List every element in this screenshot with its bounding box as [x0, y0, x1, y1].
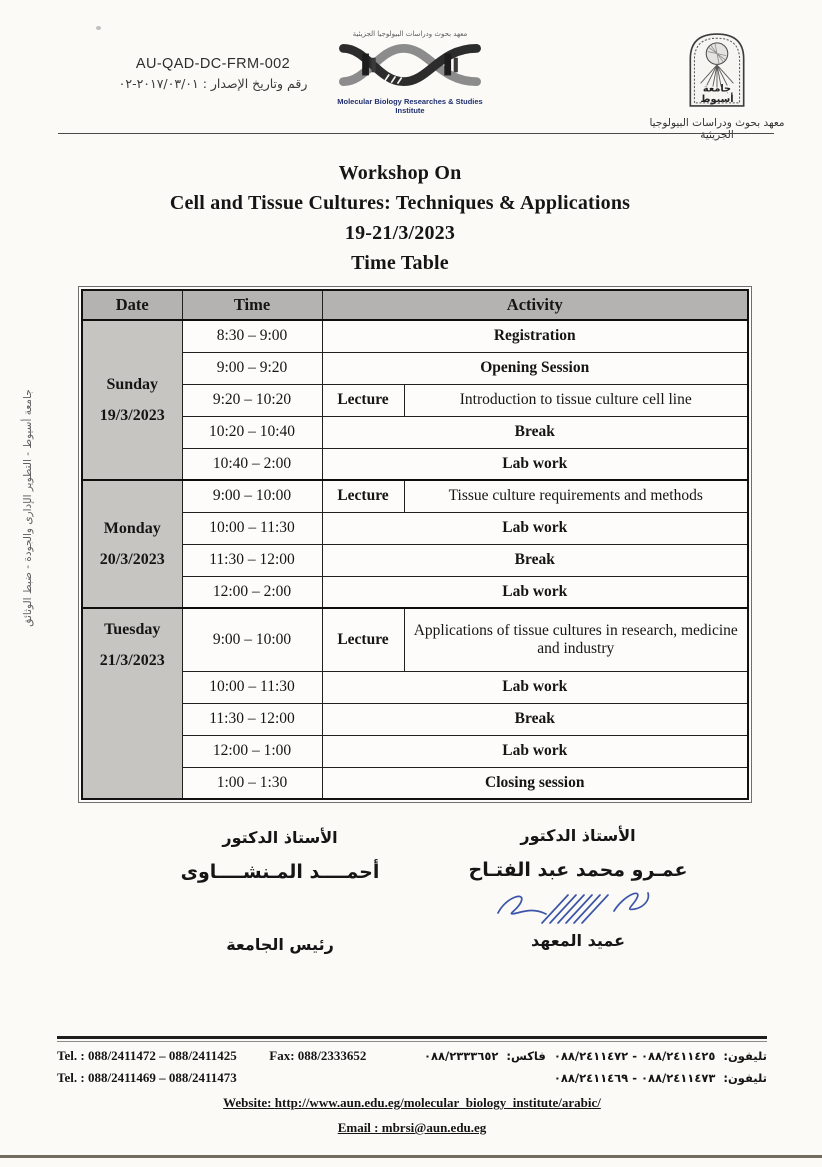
timetable-row [82, 320, 748, 352]
time-cell: 9:20 – 10:20 [182, 384, 322, 416]
fax-label: Fax: [269, 1048, 295, 1063]
signature-scribble-icon [488, 883, 668, 931]
website-label: Website: [223, 1095, 272, 1110]
email-label: Email : [337, 1120, 379, 1135]
activity-cell: Lab work [322, 512, 748, 544]
date-cell: Tuesday 21/3/2023 [82, 608, 182, 799]
activity-cell: Break [322, 416, 748, 448]
dean-title: الأستاذ الدكتور [520, 826, 636, 845]
dean-name: عمـرو محمد عبد الفتـاح [468, 859, 688, 881]
president-title: الأستاذ الدكتور [222, 828, 338, 847]
title-time-table: Time Table [351, 252, 449, 274]
footer-website-line [57, 1095, 767, 1111]
timetable-row [82, 767, 748, 799]
institute-name-english: Molecular Biology Researches & Studies Institute [337, 97, 483, 115]
time-cell: 1:00 – 1:30 [182, 767, 322, 799]
tel-numbers-2: 088/2411469 – 088/2411473 [87, 1070, 237, 1085]
president-role: رئيس الجامعة [226, 935, 334, 954]
time-cell: 12:00 – 2:00 [182, 576, 322, 608]
timetable-row [82, 384, 748, 416]
form-code-block [78, 56, 348, 91]
footer-email-line [57, 1120, 767, 1136]
fax-number: 088/2333652 [297, 1048, 367, 1063]
time-cell: 11:30 – 12:00 [182, 703, 322, 735]
timetable-row [82, 671, 748, 703]
time-cell: 8:30 – 9:00 [182, 320, 322, 352]
tel-fax-english-1 [57, 1048, 366, 1064]
lecture-type-cell: Lecture [322, 384, 404, 416]
activity-cell: Opening Session [322, 352, 748, 384]
tel-numbers-1: 088/2411472 – 088/2411425 [87, 1048, 237, 1063]
timetable-wrapper [78, 286, 752, 803]
activity-cell: Lab work [322, 671, 748, 703]
assiut-university-emblem-icon [686, 30, 748, 108]
timetable-row [82, 480, 748, 512]
president-name: أحمــــد المـنشــــاوى [180, 861, 380, 883]
tel-arabic-2 [550, 1071, 767, 1085]
lecture-type-cell: Lecture [322, 608, 404, 671]
timetable-row [82, 544, 748, 576]
signature-block-president [140, 828, 420, 954]
activity-description-cell: Applications of tissue cultures in research, medicine and industry [404, 608, 748, 671]
emblem-caption: معهد بحوث ودراسات البيولوجيا الجزيئية [649, 117, 785, 141]
col-header-date: Date [82, 290, 182, 320]
tel-label-ar-2: تليفون: [723, 1071, 767, 1085]
time-cell: 10:00 – 11:30 [182, 671, 322, 703]
timetable-header-row [82, 290, 748, 320]
col-header-time: Time [182, 290, 322, 320]
timetable-row [82, 576, 748, 608]
timetable [81, 289, 749, 800]
timetable-row [82, 448, 748, 480]
date-cell: Monday 20/3/2023 [82, 480, 182, 608]
timetable-row [82, 512, 748, 544]
date-cell: Sunday 19/3/2023 [82, 320, 182, 480]
signature-block-dean [438, 826, 718, 950]
activity-cell: Break [322, 703, 748, 735]
title-dates: 19-21/3/2023 [344, 222, 456, 244]
scan-speck [96, 26, 101, 30]
lecture-type-cell: Lecture [322, 480, 404, 512]
time-cell: 10:00 – 11:30 [182, 512, 322, 544]
time-cell: 10:40 – 2:00 [182, 448, 322, 480]
scan-bottom-edge [0, 1155, 822, 1158]
activity-cell: Closing session [322, 767, 748, 799]
dna-helix-logo-icon [335, 39, 485, 91]
tel-numbers-ar-1: ٠٨٨/٢٤١١٤٢٥ - ٠٨٨/٢٤١١٤٧٢ [553, 1049, 716, 1063]
tel-label-1: Tel. : [57, 1048, 85, 1063]
timetable-row [82, 416, 748, 448]
emblem-text-line2: أسيوط [700, 93, 734, 105]
activity-description-cell: Introduction to tissue culture cell line [404, 384, 748, 416]
activity-cell: Lab work [322, 576, 748, 608]
timetable-row [82, 735, 748, 767]
emblem-text-line1: جامعة [702, 83, 732, 95]
tel-label-2: Tel. : [57, 1070, 85, 1085]
website-link[interactable]: http://www.aun.edu.eg/molecular_biology_institute/arabic/ [274, 1095, 601, 1110]
dean-role: عميد المعهد [530, 931, 626, 950]
issue-label: رقم وتاريخ الإصدار : [202, 76, 308, 91]
document-titles [0, 158, 800, 278]
title-workshop-on: Workshop On [338, 162, 462, 184]
timetable-row [82, 703, 748, 735]
form-code: AU-QAD-DC-FRM-002 [135, 56, 291, 72]
col-header-activity: Activity [322, 290, 748, 320]
time-cell: 10:20 – 10:40 [182, 416, 322, 448]
tel-english-2 [57, 1070, 237, 1086]
time-cell: 12:00 – 1:00 [182, 735, 322, 767]
header-divider [58, 133, 774, 134]
university-emblem-block [632, 30, 802, 141]
footer-tel-line-2 [57, 1070, 767, 1086]
tel-numbers-ar-2: ٠٨٨/٢٤١١٤٧٣ - ٠٨٨/٢٤١١٤٦٩ [553, 1071, 716, 1085]
activity-cell: Lab work [322, 735, 748, 767]
activity-cell: Lab work [322, 448, 748, 480]
side-vertical-note: جامعة أسيوط - التطوير الإدارى والجودة - ضبط الوثائق [22, 389, 34, 627]
institute-name-arabic: معهد بحوث ودراسات البيولوجيا الجزيئية [352, 30, 468, 38]
tel-label-ar-1: تليفون: [723, 1049, 767, 1063]
footer-divider [57, 1036, 767, 1042]
time-cell: 9:00 – 10:00 [182, 608, 322, 671]
issue-value: ٢٠١٧/٠٣/٠١-٠٢ [118, 76, 199, 91]
timetable-body [82, 320, 748, 799]
fax-number-ar: ٠٨٨/٢٣٣٣٦٥٢ [423, 1049, 499, 1063]
footer-tel-line-1 [57, 1048, 767, 1064]
fax-label-ar: فاكس: [506, 1049, 546, 1063]
activity-description-cell: Tissue culture requirements and methods [404, 480, 748, 512]
dean-signature-ink [438, 883, 718, 931]
time-cell: 11:30 – 12:00 [182, 544, 322, 576]
activity-cell: Registration [322, 320, 748, 352]
timetable-row [82, 608, 748, 671]
issue-date-line [78, 76, 348, 91]
institute-logo-block [328, 30, 492, 115]
footer-contact-block [57, 1036, 767, 1136]
timetable-row [82, 352, 748, 384]
email-link[interactable]: mbrsi@aun.edu.eg [381, 1120, 487, 1135]
title-workshop-name: Cell and Tissue Cultures: Techniques & Applications [169, 192, 631, 214]
tel-fax-arabic-1 [420, 1049, 767, 1063]
time-cell: 9:00 – 10:00 [182, 480, 322, 512]
time-cell: 9:00 – 9:20 [182, 352, 322, 384]
activity-cell: Break [322, 544, 748, 576]
